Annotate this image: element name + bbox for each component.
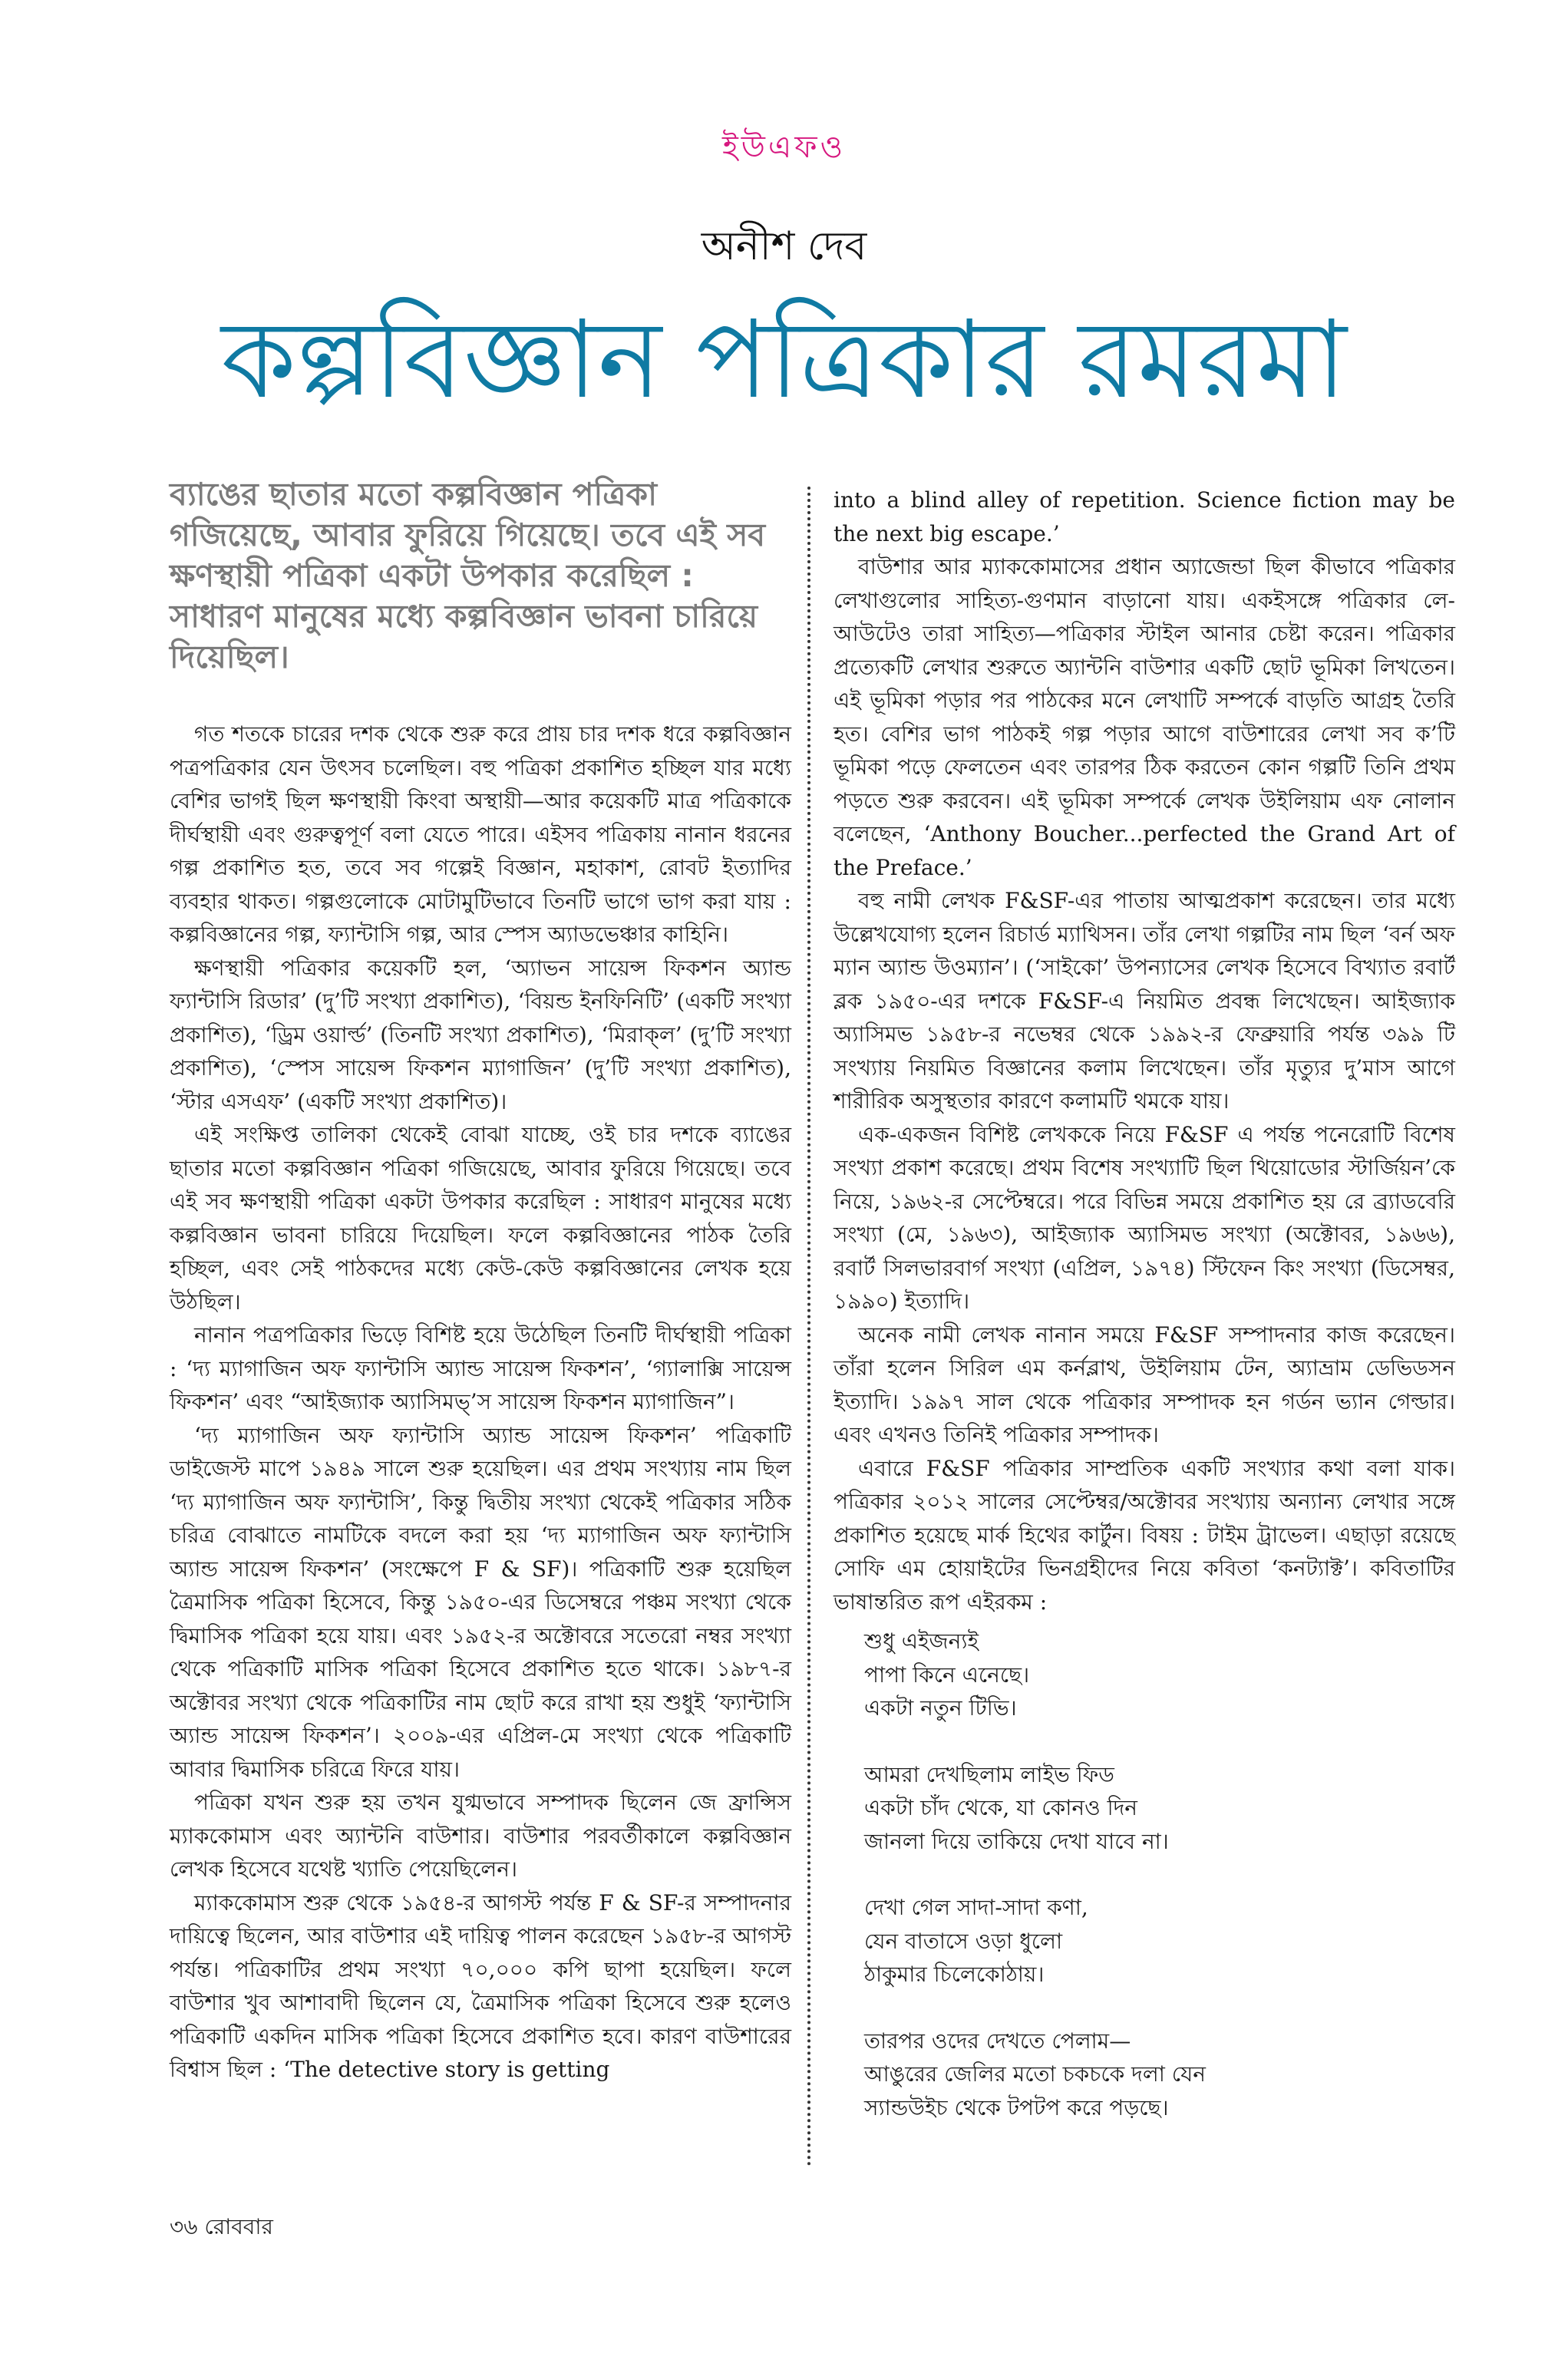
paragraph: ‘দ্য ম্যাগাজিন অফ ফ্যান্টাসি অ্যান্ড সায়েন্স ফিকশন’ পত্রিকাটি ডাইজেস্ট মাপে ১৯৪৯ সালে শুরু হয়েছিল। এর প্রথম সংখ্যায় নাম ছিল ‘দ্য ম্যাগাজিন অফ ফ্যান্টাসি’, কিন্তু দ্বিতীয় সংখ্যা থেকেই পত্রিকার সঠিক চরিত্র বোঝাতে নামটিকে বদলে করা হয় ‘দ্য ম্যাগাজিন অফ ফ্যান্টাসি অ্যান্ড সায়েন্স ফিকশন’ (সংক্ষেপে F & SF)। পত্রিকাটি শুরু হয়েছিল ত্রৈমাসিক পত্রিকা হিসেবে, কিন্তু ১৯৫০-এর ডিসেম্বরে পঞ্চম সংখ্যা থেকে দ্বিমাসিক পত্রিকা হয়ে যায়। এবং ১৯৫২-র অক্টোবরে সতেরো নম্বর সংখ্যা থেকে পত্রিকাটি মাসিক পত্রিকা হিসেবে প্রকাশিত হতে থাকে। ১৯৮৭-র অক্টোবর সংখ্যা থেকে পত্রিকাটির নাম ছোট করে রাখা হয় শুধুই ‘ফ্যান্টাসি অ্যান্ড সায়েন্স ফিকশন’। ২০০৯-এর এপ্রিল-মে সংখ্যা থেকে পত্রিকাটি আবার দ্বিমাসিক চরিত্রে ফিরে যায়। [170, 1422, 791, 1782]
poem-line: ঠাকুমার চিলেকোঠায়। [864, 1962, 1045, 1987]
poem-line: জানলা দিয়ে তাকিয়ে দেখা যাবে না। [864, 1828, 1169, 1854]
poem-line: আমরা দেখছিলাম লাইভ ফিড [864, 1761, 1114, 1787]
poem-line: একটা চাঁদ থেকে, যা কোনও দিন [864, 1795, 1138, 1820]
right-column [834, 483, 1455, 2157]
paragraph: গত শতকে চারের দশক থেকে শুরু করে প্রায় চার দশক ধরে কল্পবিজ্ঞান পত্রপত্রিকার যেন উৎসব চলেছিল। বহু পত্রিকা প্রকাশিত হচ্ছিল যার মধ্যে বেশির ভাগই ছিল ক্ষণস্থায়ী কিংবা অস্থায়ী—আর কয়েকটি মাত্র পত্রিকাকে দীর্ঘস্থায়ী এবং গুরুত্বপূর্ণ বলা যেতে পারে। এইসব পত্রিকায় নানান ধরনের গল্প প্রকাশিত হত, তবে সব গল্পেই বিজ্ঞান, মহাকাশ, রোবট ইত্যাদির ব্যবহার থাকত। গল্পগুলোকে মোটামুটিভাবে তিনটি ভাগে ভাগ করা যায় : কল্পবিজ্ঞানের গল্প, ফ্যান্টাসি গল্প, আর স্পেস অ্যাডভেঞ্চার কাহিনি। [170, 721, 791, 947]
poem [864, 1625, 1455, 2124]
article-title: কল্পবিজ্ঞান পত্রিকার রমরমা [221, 298, 1347, 423]
page-footer [170, 2210, 273, 2246]
poem-line: দেখা গেল সাদা-সাদা কণা, [864, 1895, 1088, 1920]
paragraph: into a blind alley of repetition. Science fiction may be the next big escape.’ [834, 487, 1455, 546]
poem-line: শুধু এইজন্যই [864, 1628, 979, 1654]
poem-line: একটা নতুন টিভি। [864, 1695, 1017, 1721]
poem-line: স্যান্ডউইচ থেকে টপটপ করে পড়ছে। [864, 2094, 1169, 2120]
paragraph: এক-একজন বিশিষ্ট লেখককে নিয়ে F&SF এ পর্যন্ত পনেরোটি বিশেষ সংখ্যা প্রকাশ করেছে। প্রথম বিশেষ সংখ্যাটি ছিল থিয়োডোর স্টার্জিয়ন’কে নিয়ে, ১৯৬২-র সেপ্টেম্বরে। পরে বিভিন্ন সময়ে প্রকাশিত হয় রে ব্র্যাডবেরি সংখ্যা (মে, ১৯৬৩), আইজ্যাক অ্যাসিমভ সংখ্যা (অক্টোবর, ১৯৬৬), রবার্ট সিলভারবার্গ সংখ্যা (এপ্রিল, ১৯৭৪) স্টিফেন কিং সংখ্যা (ডিসেম্বর, ১৯৯০) ইত্যাদি। [834, 1121, 1455, 1314]
poem-stanza [864, 2024, 1455, 2125]
poem-stanza [864, 1891, 1455, 1991]
paragraph: পত্রিকা যখন শুরু হয় তখন যুগ্মভাবে সম্পাদক ছিলেন জে ফ্রান্সিস ম্যাককোমাস এবং অ্যান্টনি বাউশার। বাউশার পরবর্তীকালে কল্পবিজ্ঞান লেখক হিসেবে যথেষ্ট খ্যাতি পেয়েছিলেন। [170, 1790, 791, 1882]
poem-line: তারপর ওদের দেখতে পেলাম— [864, 2028, 1131, 2054]
poem-stanza [864, 1758, 1455, 1859]
magazine-name: রোববার [204, 2214, 273, 2239]
paragraph: এই সংক্ষিপ্ত তালিকা থেকেই বোঝা যাচ্ছে, ওই চার দশকে ব্যাঙের ছাতার মতো কল্পবিজ্ঞান পত্রিকা গজিয়েছে, আবার ফুরিয়ে গিয়েছে। তবে এই সব ক্ষণস্থায়ী পত্রিকা একটা উপকার করেছিল : সাধারণ মানুষের মধ্যে কল্পবিজ্ঞান ভাবনা চারিয়ে দিয়েছিল। ফলে কল্পবিজ্ঞানের পাঠক তৈরি হচ্ছিল, এবং সেই পাঠকদের মধ্যে কেউ-কেউ কল্পবিজ্ঞানের লেখক হয়ে উঠছিল। [170, 1122, 791, 1315]
author-name: অনীশ দেব [701, 223, 867, 269]
section-kicker: ইউএফও [721, 130, 847, 165]
paragraph: এবারে F&SF পত্রিকার সাম্প্রতিক একটি সংখ্যার কথা বলা যাক। পত্রিকার ২০১২ সালের সেপ্টেম্বর/অক্টোবর সংখ্যায় অন্যান্য লেখার সঙ্গে প্রকাশিত হয়েছে মার্ক হিথের কার্টুন। বিষয় : টাইম ট্রাভেল। এছাড়া রয়েছে সোফি এম হোয়াইটের ভিনগ্রহীদের নিয়ে কবিতা ‘কনট্যাক্ট’। কবিতাটির ভাষান্তরিত রূপ এইরকম : [834, 1455, 1455, 1615]
poem-line: যেন বাতাসে ওড়া ধুলো [864, 1928, 1063, 1954]
paragraph: অনেক নামী লেখক নানান সময়ে F&SF সম্পাদনার কাজ করেছেন। তাঁরা হলেন সিরিল এম কর্নব্লাথ, উইলিয়াম টেন, অ্যাভ্রাম ডেভিডসন ইত্যাদি। ১৯৯৭ সাল থেকে পত্রিকার সম্পাদক হন গর্ডন ভ্যান গেল্ডার। এবং এখনও তিনিই পত্রিকার সম্পাদক। [834, 1322, 1455, 1447]
paragraph: বহু নামী লেখক F&SF-এর পাতায় আত্মপ্রকাশ করেছেন। তার মধ্যে উল্লেখযোগ্য হলেন রিচার্ড ম্যাথিসন। তাঁর লেখা গল্পটির নাম ছিল ‘বর্ন অফ ম্যান অ্যান্ড উওম্যান’। (‘সাইকো’ উপন্যাসের লেখক হিসেবে বিখ্যাত রবার্ট ব্লক ১৯৫০-এর দশকে F&SF-এ নিয়মিত প্রবন্ধ লিখেছেন। আইজ্যাক অ্যাসিমভ ১৯৫৮-র নভেম্বর থেকে ১৯৯২-র ফেব্রুয়ারি পর্যন্ত ৩৯৯ টি সংখ্যায় নিয়মিত বিজ্ঞানের কলাম লিখেছেন। তাঁর মৃত্যুর দু’মাস আগে শারীরিক অসুস্থতার কারণে কলামটি থমকে যায়। [834, 888, 1455, 1114]
paragraph: নানান পত্রপত্রিকার ভিড়ে বিশিষ্ট হয়ে উঠেছিল তিনটি দীর্ঘস্থায়ী পত্রিকা : ‘দ্য ম্যাগাজিন অফ ফ্যান্টাসি অ্যান্ড সায়েন্স ফিকশন’, ‘গ্যালাক্সি সায়েন্স ফিকশন’ এবং “আইজ্যাক অ্যাসিমভ্‌’স সায়েন্স ফিকশন ম্যাগাজিন”। [170, 1322, 791, 1414]
pull-quote: ব্যাঙের ছাতার মতো কল্পবিজ্ঞান পত্রিকা গজিয়েছে, আবার ফুরিয়ে গিয়েছে। তবে এই সব ক্ষণস্থায়ী পত্রিকা একটা উপকার করেছিল : সাধারণ মানুষের মধ্যে কল্পবিজ্ঞান ভাবনা চারিয়ে দিয়েছিল। [170, 476, 766, 675]
column-divider [807, 487, 810, 2167]
poem-line: পাপা কিনে এনেছে। [864, 1661, 1030, 1688]
poem-line: আঙুরের জেলির মতো চকচকে দলা যেন [864, 2061, 1206, 2087]
left-column [170, 718, 791, 2087]
paragraph: ক্ষণস্থায়ী পত্রিকার কয়েকটি হল, ‘অ্যাভন সায়েন্স ফিকশন অ্যান্ড ফ্যান্টাসি রিডার’ (দু’টি সংখ্যা প্রকাশিত), ‘বিয়ন্ড ইনফিনিটি’ (একটি সংখ্যা প্রকাশিত), ‘ড্রিম ওয়ার্ল্ড’ (তিনটি সংখ্যা প্রকাশিত), ‘মিরাক্‌ল’ (দু’টি সংখ্যা প্রকাশিত), ‘স্পেস সায়েন্স ফিকশন ম্যাগাজিন’ (দু’টি সংখ্যা প্রকাশিত), ‘স্টার এসএফ’ (একটি সংখ্যা প্রকাশিত)। [170, 955, 791, 1114]
poem-stanza [864, 1625, 1455, 1725]
paragraph: বাউশার আর ম্যাককোমাসের প্রধান অ্যাজেন্ডা ছিল কীভাবে পত্রিকার লেখাগুলোর সাহিত্য-গুণমান বাড়ানো যায়। একইসঙ্গে পত্রিকার লে-আউটেও তারা সাহিত্য—পত্রিকার স্টাইল আনার চেষ্টা করেন। পত্রিকার প্রত্যেকটি লেখার শুরুতে অ্যান্টনি বাউশার একটি ছোট ভূমিকা লিখতেন। এই ভূমিকা পড়ার পর পাঠকের মনে লেখাটি সম্পর্কে বাড়তি আগ্রহ তৈরি হত। বেশির ভাগ পাঠকই গল্প পড়ার আগে বাউশারের লেখা সব ক’টি ভূমিকা পড়ে ফেলতেন এবং তারপর ঠিক করতেন কোন গল্পটি তিনি প্রথম পড়তে শুরু করবেন। এই ভূমিকা সম্পর্কে লেখক উইলিয়াম এফ নোলান বলেছেন, ‘Anthony Boucher...perfected the Grand Art of the Preface.’ [834, 554, 1455, 880]
page-number: ৩৬ [170, 2214, 198, 2239]
paragraph: ম্যাককোমাস শুরু থেকে ১৯৫৪-র আগস্ট পর্যন্ত F & SF-র সম্পাদনার দায়িত্বে ছিলেন, আর বাউশার এই দায়িত্ব পালন করেছেন ১৯৫৮-র আগস্ট পর্যন্ত। পত্রিকাটির প্রথম সংখ্যা ৭০,০০০ কপি ছাপা হয়েছিল। ফলে বাউশার খুব আশাবাদী ছিলেন যে, ত্রৈমাসিক পত্রিকা হিসেবে শুরু হলেও পত্রিকাটি একদিন মাসিক পত্রিকা হিসেবে প্রকাশিত হবে। কারণ বাউশারের বিশ্বাস ছিল : ‘The detective story is getting [170, 1889, 791, 2082]
